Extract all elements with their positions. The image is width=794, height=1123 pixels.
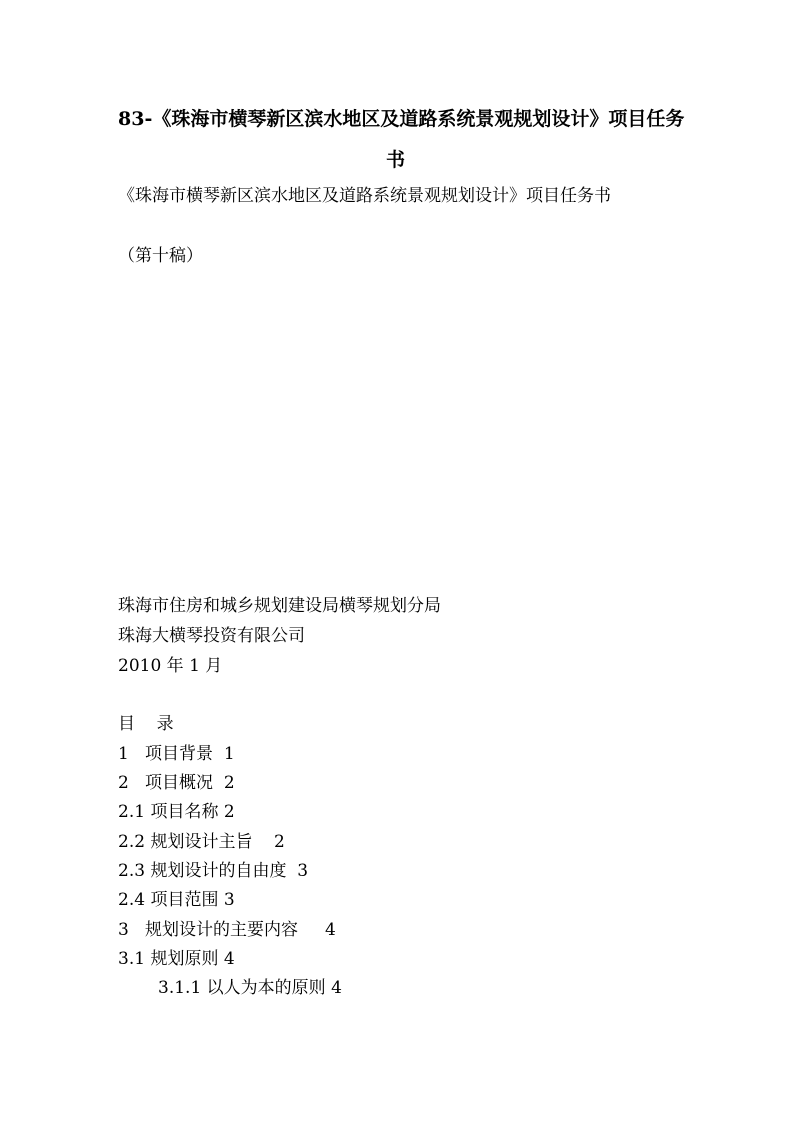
document-title-line1: 83-《珠海市横琴新区滨水地区及道路系统景观规划设计》项目任务 — [118, 108, 685, 130]
toc-item: 2.4 项目范围 3 — [118, 890, 235, 910]
toc-item: 3 规划设计的主要内容 4 — [118, 920, 336, 940]
toc-item: 2.3 规划设计的自由度 3 — [118, 861, 309, 881]
draft-label: （第十稿） — [118, 246, 203, 266]
organization-1: 珠海市住房和城乡规划建设局横琴规划分局 — [118, 596, 441, 616]
toc-item: 1 项目背景 1 — [118, 744, 235, 764]
organization-2: 珠海大横琴投资有限公司 — [118, 626, 305, 646]
toc-subitem: 3.1.1 以人为本的原则 4 — [158, 978, 342, 998]
document-title-line2: 书 — [386, 149, 406, 171]
toc-item: 2.1 项目名称 2 — [118, 802, 235, 822]
toc-item: 2.2 规划设计主旨 2 — [118, 832, 285, 852]
toc-item: 2 项目概况 2 — [118, 773, 235, 793]
document-date: 2010 年 1 月 — [118, 656, 223, 676]
toc-item: 3.1 规划原则 4 — [118, 949, 235, 969]
toc-title: 目 录 — [118, 714, 174, 734]
document-subtitle: 《珠海市横琴新区滨水地区及道路系统景观规划设计》项目任务书 — [118, 186, 611, 206]
